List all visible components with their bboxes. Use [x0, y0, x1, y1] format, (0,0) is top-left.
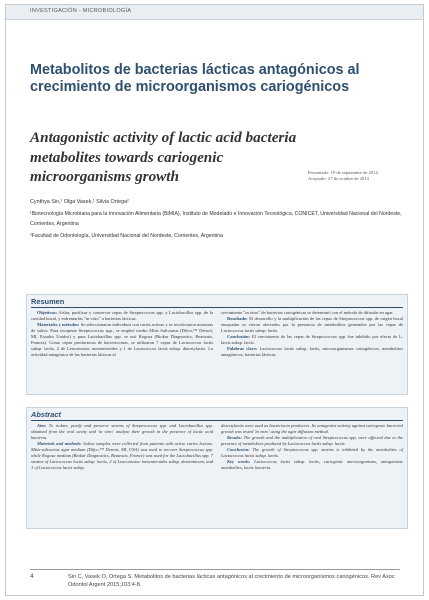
abstract-conclusion-text: The growth of Streptococcus spp. strains is inhibited by the metabolites of Lactococcus lactis subsp. lactis. [221, 447, 403, 459]
abstract-column-left [31, 423, 213, 471]
resumen-palabras-clave [221, 346, 403, 358]
palabras-label: Palabras clave: [227, 346, 258, 352]
affiliation-2: ²Facultad de Odontología, Universidad Nacional del Nordeste, Corrientes, Argentina [30, 233, 223, 239]
results-text: The growth and the multiplication of oral Streptococcus spp. were affected due to the presence of metabolites produced by Lactococcus lactis subsp. lactis. [221, 435, 404, 447]
abstract-box [26, 407, 408, 529]
results-label: Results: [227, 435, 243, 441]
abstract-conclusion [221, 447, 403, 459]
materials-label: Materials and methods: [37, 441, 82, 447]
title-spanish: Metabolitos de bacterias lácticas antagónicos al crecimiento de microorganismos cariogénicos [30, 62, 360, 95]
materiales-text: Se seleccionaron individuos con caries activas y se recolectaron muestras de saliva. Para recuperar Streptococcus spp., se empleó medio Mitis Salivarius (Difco,™ Detroit, MI, Estados Unidos) y para Lactobacillus spp. se usó Rogosa (Biokar Diagnostics, Beauvais, Francia). Como cepas productoras de bacteriocinas, se utilizaron 7 cepas de Lactococcus lactis subsp. lactis, 2 de Leuconostoc mesenteroides y 1 de Lactococcus lactis subsp. diacetylactis. La actividad antagónica de las bacterias lácticas al [31, 322, 214, 358]
aim-text: To isolate, purify and preserve strains of Streptococcus spp. and Lactobacillus spp. obtained from the oral cavity and 'in vitro' analyze their growth in the presence of lactic acid bacteria. [31, 423, 213, 441]
dates-block [308, 170, 420, 182]
materiales-label: Materiales y métodos: [37, 322, 80, 328]
resumen-continuacion: crecimiento "in vitro" de bacterias cariogénicas se determinó con el método de difusión en agar. [221, 310, 394, 315]
abstract-heading: Abstract [31, 410, 61, 419]
resumen-rule [31, 307, 403, 308]
date-presented: Presentado: 19 de septiembre de 2014 [308, 170, 378, 175]
citation: Sin C, Vasek O, Ortega S. Metabolitos de bacterias lácticas antagónicos al crecimiento de microorganismos cariogénicos. Rev Asoc Odontol Argent 2015;103:4-8. [68, 574, 395, 589]
conclusion-label: Conclusión: [227, 334, 251, 340]
objetivos-label: Objetivos: [37, 310, 57, 315]
affiliation-1: ¹Biotecnología Microbiana para la Innovación Alimentaria (BiMIA), Instituto de Modelado e Innovación Tecnológica, CONICET, Universidad Nacional del Nordeste, Corrientes, Argentina [30, 211, 402, 227]
section-label: INVESTIGACIÓN - MICROBIOLOGÍA [30, 8, 132, 14]
abstract-keywords [221, 459, 403, 471]
resumen-box [26, 294, 408, 395]
palabras-text: Lactococcus lactis subsp. lactis, microorganismos cariogénicos, metabolitos antagónicos, bacterias lácticas. [221, 346, 403, 358]
abstract-continuation: diacetylactis were used as bacteriocin producers. Its antagonist activity against cariogenic bacterial growth was tested 'in vitro' using the agar diffusion method. [221, 423, 403, 435]
authors: Cynthya Sin,¹ Olga Vasek,¹ Silvia Ortega² [30, 199, 129, 205]
page-number: 4 [30, 573, 34, 580]
title-english: Antagonistic activity of lactic acid bacteria metabolites towards cariogenic microorganisms growth [30, 129, 297, 185]
objetivos-text: Aislar, purificar y conservar cepas de Streptococcus spp. y Lactobacillus spp. de la cavidad bucal, y enfrentarlas "in vitro" a bacterias lácticas. [31, 310, 213, 322]
resumen-resultado [221, 316, 403, 334]
materials-text: Saliva samples were collected from patients with active caries lesions. Mitis-salivarius agar medium (Difco,™ Detroit, MI, USA) was used to recover Streptococcus spp. while Rogosa medium (Biokar Diagnostics, Beauvais, France) was used for the Lactobacillus spp. 7 strains of Lactococcus lactis subsp. lactis, 2 of Leuconostoc mesenteroides subsp. dextranicum, and 1 of Lactococcus lactis subsp. [31, 441, 213, 471]
aim-label: Aim: [37, 423, 47, 428]
footer-rule [30, 569, 400, 570]
keywords-text: Lactococcus lactis subsp. lactis, cariogenic microorganisms, antagonistic metabolites, lactic bacteria. [221, 459, 404, 471]
abstract-materials [31, 441, 213, 471]
abstract-column-right [221, 423, 403, 471]
resumen-materiales [31, 322, 213, 358]
resumen-conclusion [221, 334, 403, 346]
resumen-column-left [31, 310, 213, 358]
abstract-aim [31, 423, 213, 441]
abstract-conclusion-label: Conclusion: [227, 447, 250, 453]
resultado-label: Resultado: [227, 316, 248, 322]
resumen-heading: Resumen [31, 297, 65, 306]
conclusion-text: El crecimiento de las cepas de Streptococcus spp. fue inhibido por efecto de L. lactis subsp. lactis. [221, 334, 403, 346]
resultado-text: El desarrollo y la multiplicación de las cepas de Streptococcus spp. de origen bucal ensayadas se vieron afectados por la presencia de metabolitos generados por las cepas de Lactococcus lactis subsp. lactis. [221, 316, 404, 334]
resumen-column-right [221, 310, 403, 358]
abstract-rule [31, 420, 403, 421]
resumen-objetivos [31, 310, 213, 322]
keywords-label: Key words: [227, 459, 251, 465]
date-accepted: Aceptado: 27 de octubre de 2014 [308, 176, 369, 181]
abstract-results [221, 435, 403, 447]
